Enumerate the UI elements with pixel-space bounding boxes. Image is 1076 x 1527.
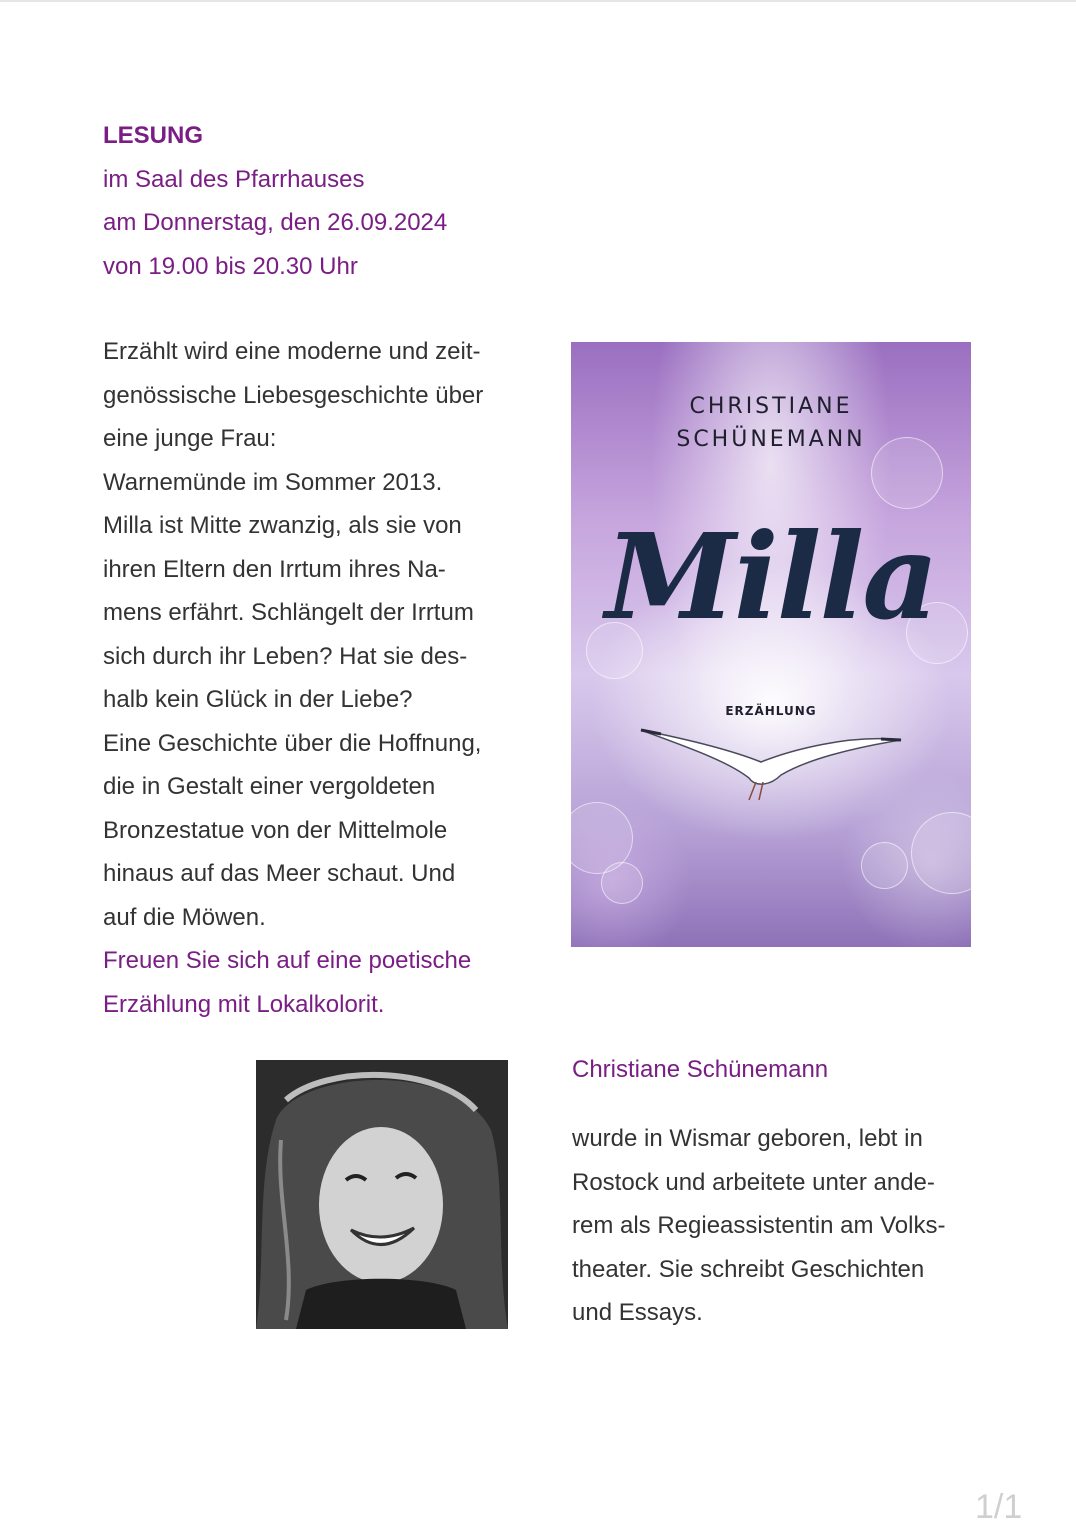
- author-name: Christiane Schünemann: [572, 1056, 829, 1083]
- event-time: von 19.00 bis 20.30 Uhr: [103, 252, 358, 280]
- event-title: LESUNG: [103, 122, 204, 149]
- description-line: halb kein Glück in der Liebe?: [103, 686, 413, 713]
- description-line: hinaus auf das Meer schaut. Und: [103, 860, 456, 887]
- description-line: sich durch ihr Leben? Hat sie des-: [103, 642, 468, 670]
- bio-line: und Essays.: [572, 1299, 703, 1326]
- bio-line: Rostock und arbeitete unter ande-: [572, 1168, 935, 1196]
- cover-author-first: CHRISTIANE: [689, 394, 853, 419]
- description-line: eine junge Frau:: [103, 425, 277, 452]
- seagull-icon: [631, 720, 911, 810]
- bokeh-circle: [601, 862, 643, 904]
- description-line: ihren Eltern den Irrtum ihres Na-: [103, 555, 446, 583]
- author-bio: [572, 1117, 976, 1335]
- description-line: Erzählt wird eine moderne und zeit-: [103, 338, 481, 365]
- bokeh-circle: [861, 842, 908, 889]
- description-line: die in Gestalt einer vergoldeten: [103, 773, 436, 800]
- description-line: mens erfährt. Schlängelt der Irrtum: [103, 599, 474, 626]
- portrait-icon: [256, 1060, 508, 1329]
- bio-line: theater. Sie schreibt Geschichten: [572, 1255, 925, 1283]
- highlight-line: Freuen Sie sich auf eine poetische: [103, 947, 472, 974]
- description-line: Bronzestatue von der Mittelmole: [103, 816, 448, 844]
- event-location: im Saal des Pfarrhauses: [103, 165, 365, 193]
- description-line: Milla ist Mitte zwanzig, als sie von: [103, 512, 462, 539]
- bio-line: wurde in Wismar geboren, lebt in: [572, 1125, 923, 1152]
- author-photo: [256, 1060, 508, 1329]
- description-line: auf die Möwen.: [103, 903, 266, 931]
- event-date: am Donnerstag, den 26.09.2024: [103, 209, 448, 236]
- book-cover-image: [571, 342, 971, 947]
- event-header: [103, 114, 447, 288]
- page-top-border: [0, 0, 1076, 2]
- highlight-line: Erzählung mit Lokalkolorit.: [103, 990, 385, 1018]
- description-line: Warnemünde im Sommer 2013.: [103, 468, 443, 496]
- bio-line: rem als Regieassistentin am Volks-: [572, 1212, 946, 1239]
- page-indicator: 1/1: [975, 1488, 1023, 1526]
- description-line: genössische Liebesgeschichte über: [103, 381, 484, 409]
- cover-title: Milla: [605, 507, 937, 646]
- bokeh-circle: [911, 812, 971, 894]
- book-description: [103, 330, 507, 1026]
- cover-subtitle: ERZÄHLUNG: [725, 704, 817, 718]
- cover-author-last: SCHÜNEMANN: [676, 427, 866, 452]
- description-line: Eine Geschichte über die Hoffnung,: [103, 729, 482, 757]
